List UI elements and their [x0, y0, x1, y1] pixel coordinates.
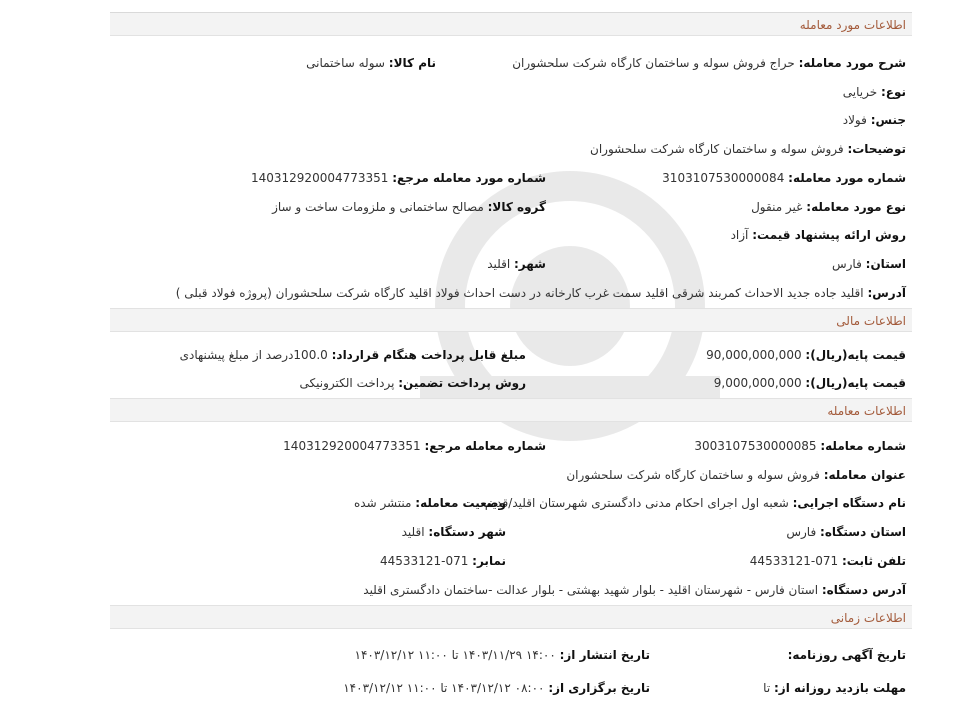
- agency-phone-label: تلفن ثابت:: [841, 554, 906, 568]
- base-price-value: 90,000,000,000: [706, 348, 802, 362]
- publish-date: [355, 646, 650, 664]
- deal-city-label: شهر:: [514, 257, 546, 271]
- pricing-method-label: روش ارائه پیشنهاد قیمت:: [752, 228, 906, 242]
- item-group-value: مصالح ساختمانی و ملزومات ساخت و ساز: [272, 200, 484, 214]
- deal-notes: [590, 140, 906, 158]
- deal-ref-number-value: 140312920004773351: [250, 171, 389, 185]
- daily-visit: [763, 679, 906, 697]
- guarantee-method-label: روش پرداخت تضمین:: [398, 376, 526, 390]
- deal-address-label: آدرس:: [867, 286, 906, 300]
- agency-fax-label: نمابر:: [472, 554, 506, 568]
- newspaper-date: [788, 646, 906, 664]
- transaction-status: [354, 494, 506, 512]
- executive-agency: [485, 494, 906, 512]
- deal-type: [843, 83, 906, 101]
- newspaper-date-label: تاریخ آگهی روزنامه:: [787, 648, 906, 662]
- agency-fax-value: 071-44533121: [380, 554, 469, 568]
- hold-date-label: تاریخ برگزاری از:: [548, 681, 650, 695]
- deal-ref-number: [251, 169, 546, 187]
- agency-city: [402, 523, 506, 541]
- transaction-ref-number-label: شماره معامله مرجع:: [424, 439, 546, 453]
- deal-material-value: فولاد: [842, 113, 867, 127]
- deal-address: [176, 284, 906, 302]
- base-price-guarantee-label: قیمت پایه(ریال):: [805, 376, 906, 390]
- hold-date-value: ۰۸:۰۰ ۱۴۰۳/۱۲/۱۲ تا ۱۱:۰۰ ۱۴۰۳/۱۲/۱۲: [343, 681, 545, 695]
- deal-type-value: خریایی: [842, 85, 878, 99]
- base-price: [706, 346, 906, 364]
- deal-kind-value: غیر منقول: [751, 200, 803, 214]
- deal-ref-number-label: شماره مورد معامله مرجع:: [392, 171, 546, 185]
- deal-material: [843, 111, 906, 129]
- guarantee-method-value: پرداخت الکترونیکی: [299, 376, 395, 390]
- agency-phone-value: 071-44533121: [749, 554, 839, 568]
- item-name: [306, 54, 436, 72]
- guarantee-method: [300, 374, 526, 392]
- item-name-value: سوله ساختمانی: [306, 56, 385, 70]
- pricing-method: [731, 226, 906, 244]
- item-group-label: گروه کالا:: [487, 200, 546, 214]
- section-header-transaction: اطلاعات معامله: [110, 398, 912, 422]
- transaction-title-value: فروش سوله و ساختمان کارگاه شرکت سلحشوران: [566, 468, 820, 482]
- deal-city: [487, 255, 546, 273]
- deal-notes-label: توضیحات:: [847, 142, 906, 156]
- deal-number-value: 3103107530000084: [662, 171, 785, 185]
- deal-type-label: نوع:: [880, 85, 906, 99]
- deal-material-label: جنس:: [870, 113, 906, 127]
- transaction-number-label: شماره معامله:: [820, 439, 906, 453]
- agency-city-label: شهر دستگاه:: [428, 525, 506, 539]
- deal-notes-value: فروش سوله و ساختمان کارگاه شرکت سلحشوران: [590, 142, 844, 156]
- transaction-number-value: 3003107530000085: [694, 439, 817, 453]
- deal-description: [512, 54, 906, 72]
- executive-agency-value: شعبه اول اجرای احکام مدنی دادگستری شهرستان اقلید/قدیم: [484, 496, 789, 510]
- deal-province-value: فارس: [831, 257, 862, 271]
- pricing-method-value: آزاد: [730, 228, 749, 242]
- deal-description-label: شرح مورد معامله:: [798, 56, 906, 70]
- agency-province-label: استان دستگاه:: [820, 525, 906, 539]
- transaction-status-value: منتشر شده: [353, 496, 412, 510]
- agency-address: [363, 581, 906, 599]
- daily-visit-label: مهلت بازدید روزانه از:: [774, 681, 906, 695]
- deal-number-label: شماره مورد معامله:: [788, 171, 906, 185]
- publish-date-label: تاریخ انتشار از:: [559, 648, 650, 662]
- publish-date-value: ۱۴:۰۰ ۱۴۰۳/۱۱/۲۹ تا ۱۱:۰۰ ۱۴۰۳/۱۲/۱۲: [354, 648, 556, 662]
- base-price-guarantee: [714, 374, 906, 392]
- agency-province: [786, 523, 906, 541]
- agency-city-value: اقلید: [401, 525, 425, 539]
- item-name-label: نام کالا:: [388, 56, 436, 70]
- deal-kind: [751, 198, 906, 216]
- agency-address-label: آدرس دستگاه:: [821, 583, 906, 597]
- deal-number: [662, 169, 906, 187]
- deal-description-value: حراج فروش سوله و ساختمان کارگاه شرکت سلحشوران: [512, 56, 795, 70]
- deal-kind-label: نوع مورد معامله:: [806, 200, 906, 214]
- deal-province: [832, 255, 906, 273]
- deal-details-panel: [110, 6, 912, 706]
- contract-payment: [180, 346, 526, 364]
- item-group: [272, 198, 546, 216]
- agency-province-value: فارس: [786, 525, 817, 539]
- transaction-ref-number-value: 140312920004773351: [283, 439, 421, 453]
- agency-phone: [750, 552, 906, 570]
- section-header-timing: اطلاعات زمانی: [110, 605, 912, 629]
- contract-payment-value: 100.0درصد از مبلغ پیشنهادی: [179, 348, 328, 362]
- executive-agency-label: نام دستگاه اجرایی:: [792, 496, 906, 510]
- hold-date: [343, 679, 650, 697]
- transaction-ref-number: [283, 437, 546, 455]
- daily-visit-value: تا: [763, 681, 771, 695]
- section-header-financial: اطلاعات مالی: [110, 308, 912, 332]
- section-header-deal-info: اطلاعات مورد معامله: [110, 12, 912, 36]
- deal-address-value: اقلید جاده جدید الاحداث کمربند شرقی اقلید سمت غرب کارخانه در دست احداث فولاد اقلید کارگاه شرکت سلحشوران (پروژه فولاد قبلی ): [175, 286, 864, 300]
- contract-payment-label: مبلغ قابل پرداخت هنگام قرارداد:: [331, 348, 526, 362]
- transaction-number: [694, 437, 906, 455]
- deal-province-label: استان:: [865, 257, 906, 271]
- base-price-label: قیمت پایه(ریال):: [805, 348, 906, 362]
- deal-city-value: اقلید: [487, 257, 511, 271]
- transaction-title: [566, 466, 906, 484]
- base-price-guarantee-value: 9,000,000,000: [713, 376, 802, 390]
- agency-address-value: استان فارس - شهرستان اقلید - بلوار شهید بهشتی - بلوار عدالت -ساختمان دادگستری اقلید: [363, 583, 819, 597]
- transaction-title-label: عنوان معامله:: [823, 468, 906, 482]
- transaction-status-label: وضعیت معامله:: [415, 496, 506, 510]
- agency-fax: [380, 552, 506, 570]
